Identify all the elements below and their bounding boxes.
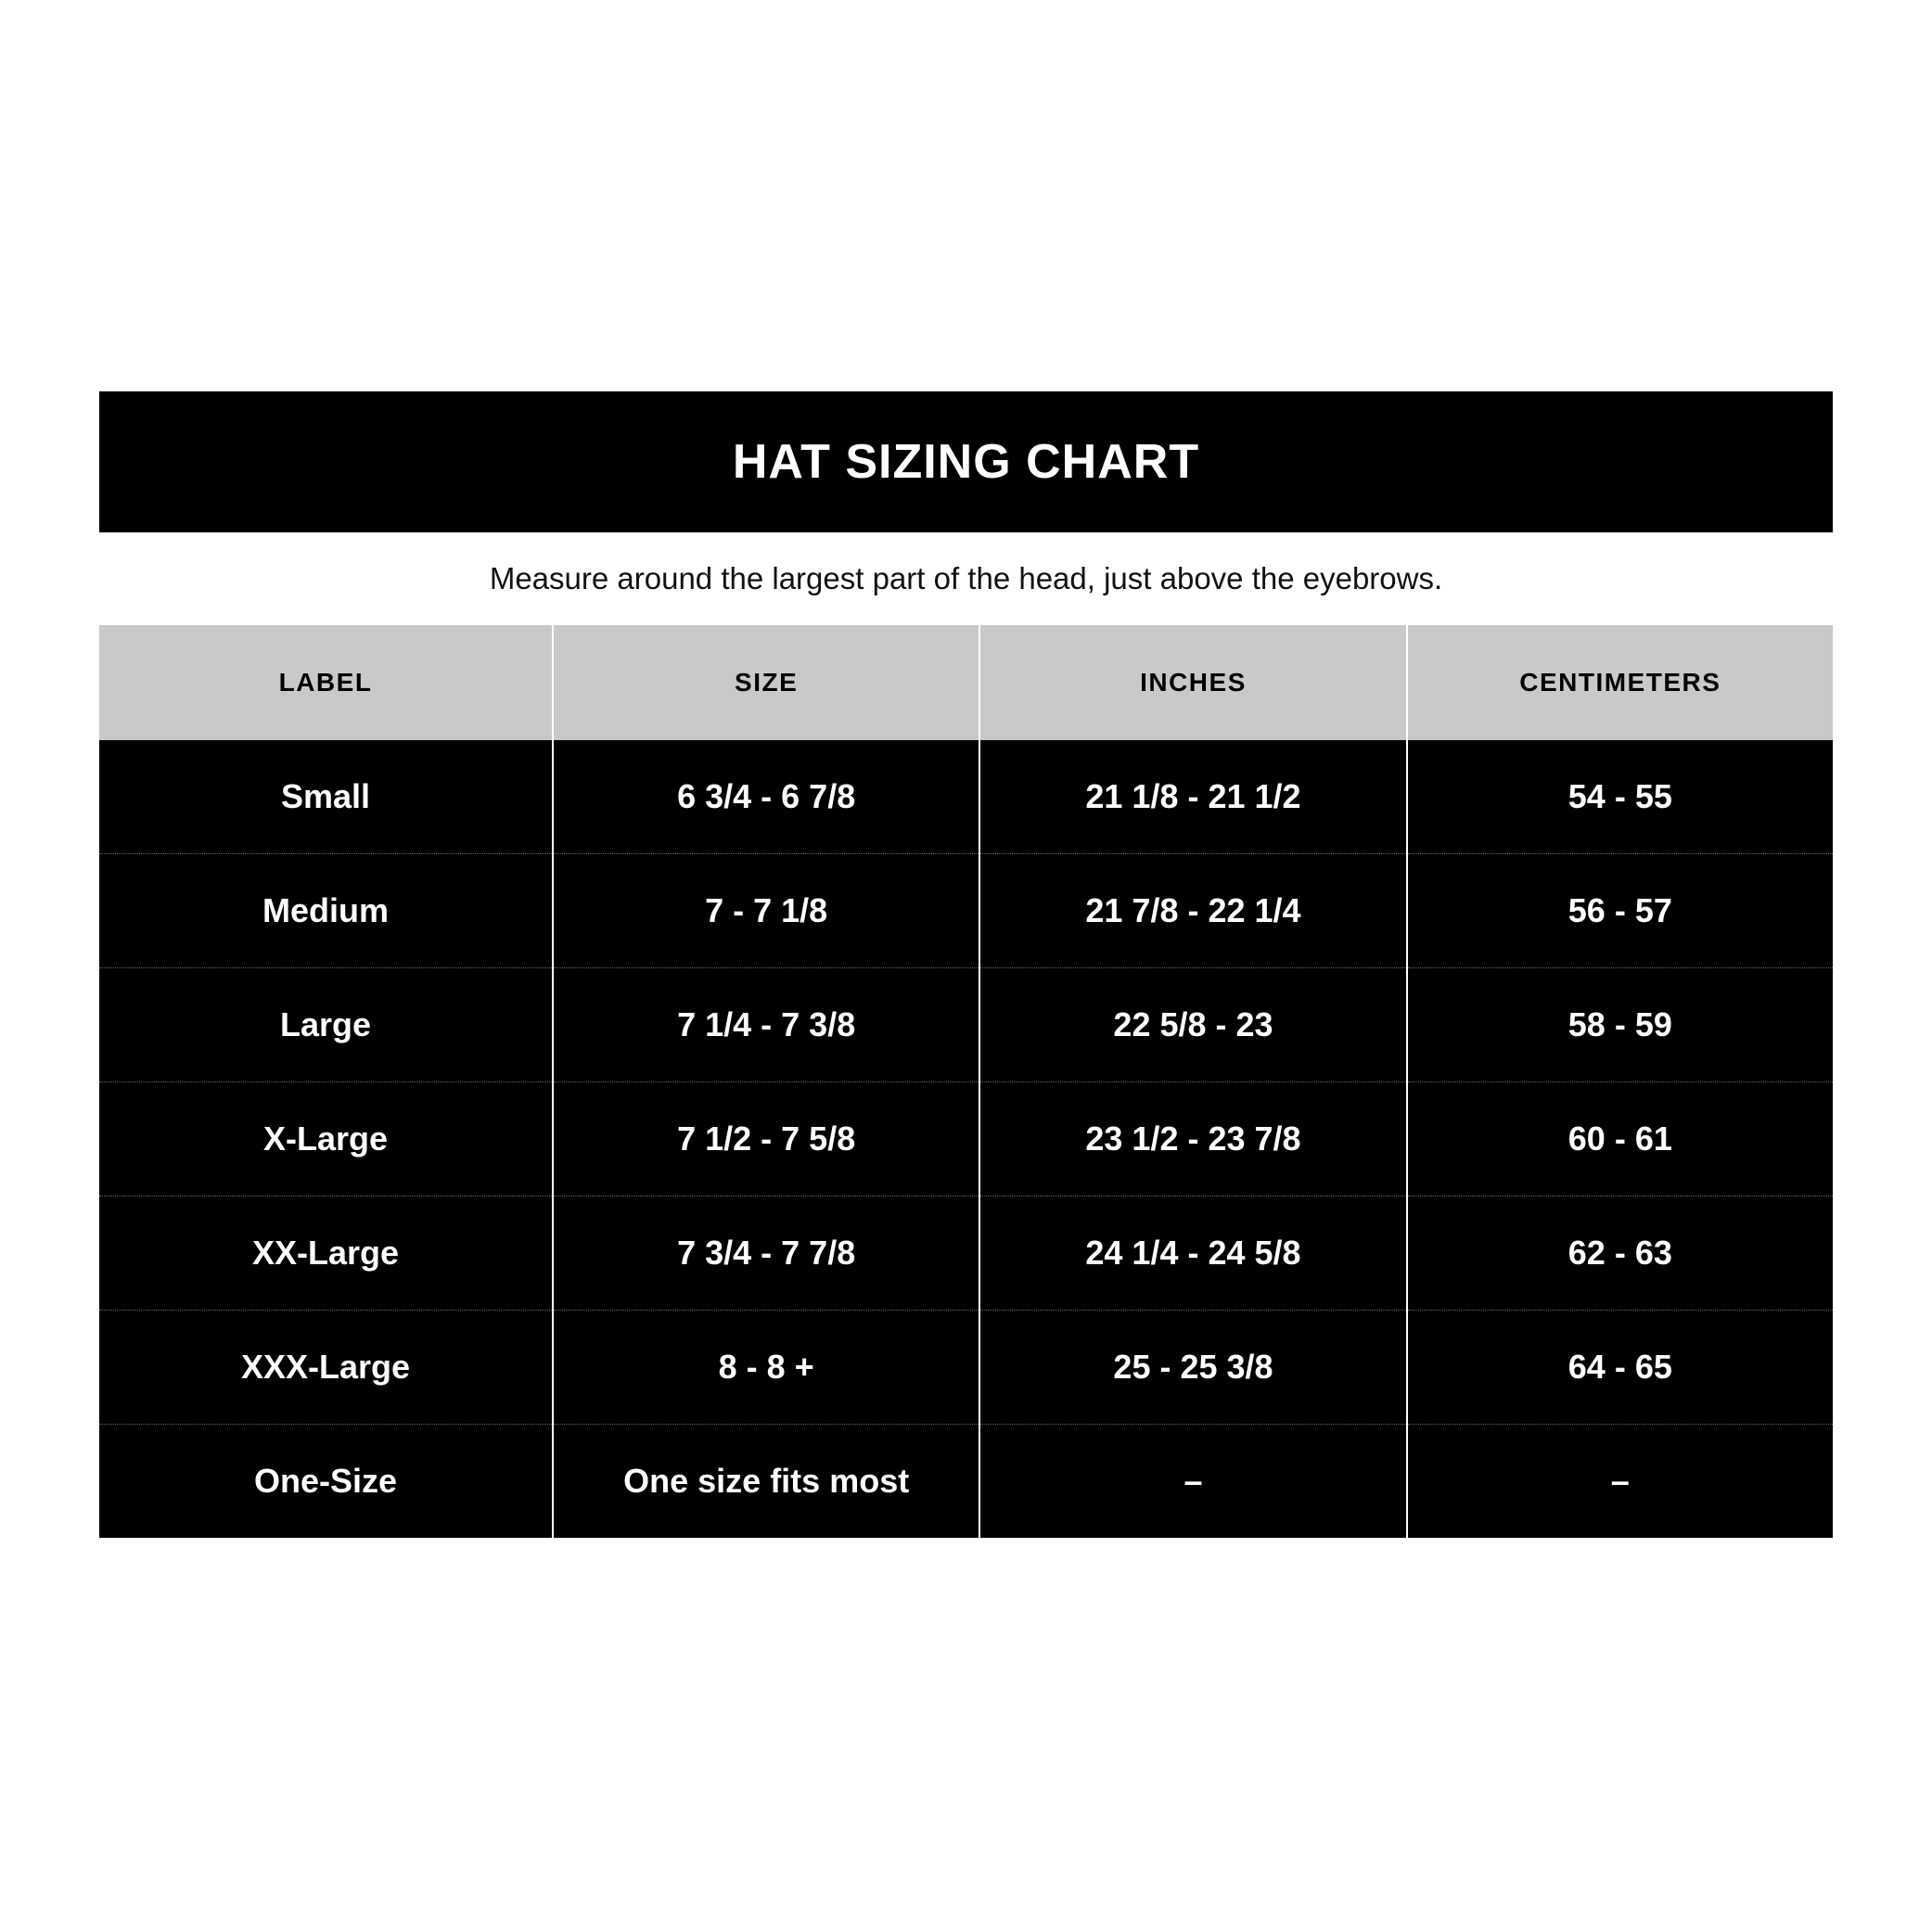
cell-size: 7 1/4 - 7 3/8	[553, 968, 979, 1082]
column-header-size: SIZE	[553, 625, 979, 740]
cell-size: One size fits most	[553, 1425, 979, 1539]
cell-inches: 21 1/8 - 21 1/2	[979, 740, 1406, 854]
table-header	[99, 625, 1833, 740]
cell-label: Small	[99, 740, 553, 854]
page-title: HAT SIZING CHART	[732, 435, 1200, 489]
cell-centimeters: 54 - 55	[1407, 740, 1833, 854]
cell-size: 7 1/2 - 7 5/8	[553, 1082, 979, 1196]
cell-size: 7 3/4 - 7 7/8	[553, 1196, 979, 1311]
cell-label: One-Size	[99, 1425, 553, 1539]
table-row	[99, 1082, 1833, 1196]
table-body	[99, 740, 1833, 1538]
cell-centimeters: 62 - 63	[1407, 1196, 1833, 1311]
cell-label: XX-Large	[99, 1196, 553, 1311]
table-row	[99, 740, 1833, 854]
cell-label: XXX-Large	[99, 1311, 553, 1425]
cell-centimeters: 60 - 61	[1407, 1082, 1833, 1196]
cell-label: Medium	[99, 854, 553, 968]
cell-inches: –	[979, 1425, 1406, 1539]
cell-label: Large	[99, 968, 553, 1082]
column-header-centimeters: CENTIMETERS	[1407, 625, 1833, 740]
column-header-inches: INCHES	[979, 625, 1406, 740]
cell-inches: 25 - 25 3/8	[979, 1311, 1406, 1425]
cell-label: X-Large	[99, 1082, 553, 1196]
chart-subtitle-bar	[99, 532, 1833, 625]
table-row	[99, 854, 1833, 968]
column-header-label: LABEL	[99, 625, 553, 740]
cell-size: 6 3/4 - 6 7/8	[553, 740, 979, 854]
table-row	[99, 1425, 1833, 1539]
cell-inches: 21 7/8 - 22 1/4	[979, 854, 1406, 968]
table-row	[99, 968, 1833, 1082]
cell-size: 8 - 8 +	[553, 1311, 979, 1425]
chart-subtitle: Measure around the largest part of the head, just above the eyebrows.	[489, 561, 1443, 595]
cell-centimeters: 64 - 65	[1407, 1311, 1833, 1425]
cell-inches: 24 1/4 - 24 5/8	[979, 1196, 1406, 1311]
chart-title-bar	[99, 391, 1833, 532]
cell-centimeters: 56 - 57	[1407, 854, 1833, 968]
table-row	[99, 1196, 1833, 1311]
cell-size: 7 - 7 1/8	[553, 854, 979, 968]
cell-centimeters: –	[1407, 1425, 1833, 1539]
sizing-table	[99, 625, 1833, 1538]
cell-inches: 22 5/8 - 23	[979, 968, 1406, 1082]
hat-sizing-chart	[99, 391, 1833, 1538]
table-header-row	[99, 625, 1833, 740]
cell-centimeters: 58 - 59	[1407, 968, 1833, 1082]
table-row	[99, 1311, 1833, 1425]
cell-inches: 23 1/2 - 23 7/8	[979, 1082, 1406, 1196]
